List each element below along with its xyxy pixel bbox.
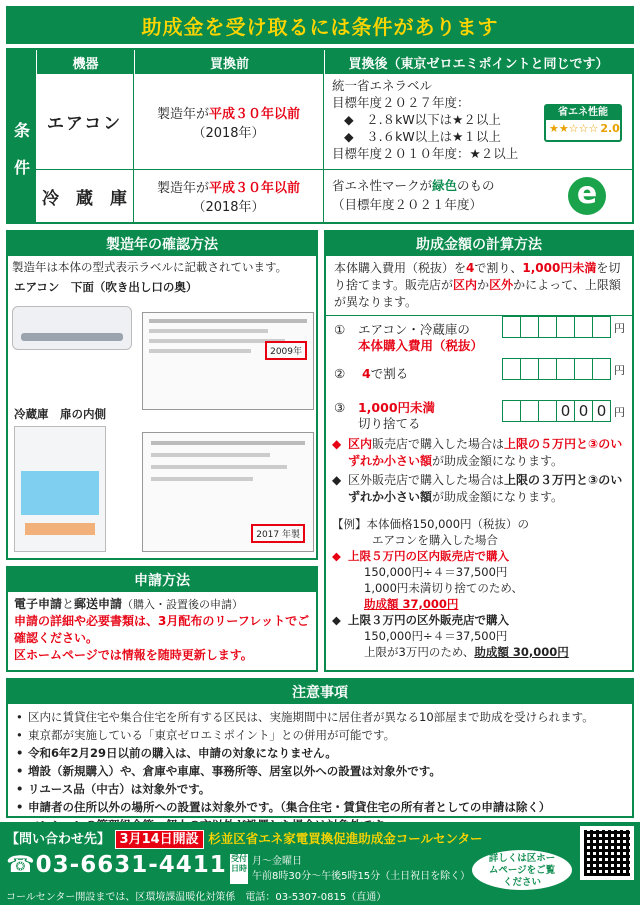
col-item-header: 機器 [36, 50, 134, 74]
eco-mark-icon: e [568, 177, 606, 215]
phone-number[interactable]: ☎03-6631-4411 [6, 852, 227, 878]
apply-update-notice: 区ホームページでは情報を随時更新します。 [14, 648, 253, 662]
confirm-desc: 製造年は本体の型式表示ラベルに記載されています。 [12, 260, 288, 274]
step-1: ① エアコン・冷蔵庫の 本体購入費用（税抜） [334, 322, 483, 353]
ac-spec-label-image: 2009年 [142, 312, 314, 410]
phone-icon: ☎ [6, 852, 36, 878]
fridge-spec-label-image: 2017 年製 [142, 432, 314, 552]
footer [0, 822, 640, 905]
energy-label-badge: 省エネ性能 ★★☆☆☆ 2.0 [544, 104, 622, 142]
note-item: • 申請者の住所以外の場所への設置は対象外です。（集合住宅・賃貸住宅の所有者としての申請は除く） [14, 798, 626, 816]
qr-code-icon[interactable] [580, 826, 634, 880]
apply-heading: 申請方法 [8, 568, 316, 592]
step-3: ③ 1,000円未満 切り捨てる [334, 400, 436, 431]
confirm-section [6, 230, 318, 560]
apply-section: 申請方法 電子申請と郵送申請（購入・設置後の申請） 申請の詳細や必要書類は、3月配布のリーフレットでご確認ください。 区ホームページでは情報を随時更新します。 [6, 566, 318, 672]
fridge-label-caption: 冷蔵庫 扉の内側 [14, 407, 106, 421]
page-title: 助成金を受け取るには条件があります [6, 6, 634, 44]
fridge-after: 省エネ性マークが緑色のもの （目標年度２０２１年度） e [324, 170, 632, 222]
fridge-before: 製造年が平成３０年以前 （2018年） [134, 170, 324, 222]
notes-section [6, 678, 634, 818]
col-before-header: 買換前 [134, 50, 324, 74]
ac-after: 統一省エネラベル 目標年度２０２７年度： ◆ ２.８kW以下は★２以上 ◆ ３.６kW以上は★１以上 目標年度２０１０年度：★２以上 省エネ性能 ★★☆☆☆ 2.0 [324, 74, 632, 170]
air-conditioner-illustration [12, 306, 132, 350]
note-item: • 東京都が実施している「東京ゼロエミポイント」との併用が可能です。 [14, 726, 626, 744]
notes-heading: 注意事項 [8, 680, 632, 704]
star-rating-icon: ★★☆☆☆ [549, 122, 599, 135]
fridge-illustration [14, 426, 106, 552]
calc-intro: 本体購入費用（税抜）を4で割り、1,000円未満を切り捨てます。販売店が区内か区外かによって、上限額が異なります。 [326, 256, 632, 316]
col-after-header: 買換後（東京ゼロエミポイントと同じです） [324, 50, 632, 74]
contact-label: 【問い合わせ先】 [6, 832, 111, 847]
calc-heading: 助成金額の計算方法 [326, 232, 632, 256]
hours-text: 月～金曜日 午前8時30分～午後5時15分（土日祝日を除く） [252, 856, 471, 882]
calc-section [324, 230, 634, 672]
calc-example: 【例】本体価格150,000円（税抜）の エアコンを購入した場合 ◆ 上限５万円の区内販売店で購入 150,000円÷４＝37,500円 1,000円未満切り捨てのため、 助成額 37,000円 ◆ 上限３万円の区外販売店で購入 150,000円÷４＝37,500円 上限が3万円のため、助成額 30,000円 [332, 517, 569, 659]
open-date-badge: 3月14日開設 [115, 830, 204, 849]
step-1-input-boxes: 円 [502, 316, 625, 338]
step-2-input-boxes: 円 [502, 358, 625, 380]
step-2: ② 4で割る [334, 366, 409, 381]
condition-side-label: 条 件 [8, 74, 36, 222]
homepage-bubble: 詳しくは区ホームページをご覧ください [472, 850, 572, 890]
call-center-name: 杉並区省エネ家電買換促進助成金コールセンター [208, 831, 483, 846]
fridge-name: 冷 蔵 庫 [36, 170, 134, 222]
note-item: • 区内に賃貸住宅や集合住宅を所有する区民は、実施期間中に居住者が異なる10部屋まで助成を受けられます。 [14, 708, 626, 726]
note-item: • 増設（新規購入）や、倉庫や車庫、事務所等、居室以外への設置は対象外です。 [14, 762, 626, 780]
calc-rules: ◆ 区内販売店で購入した場合は上限の５万円と③のいずれか小さい額が助成金額になります。 ◆ 区外販売店で購入した場合は上限の３万円と③のいずれか小さい額が助成金額になります。 [332, 437, 623, 504]
note-item: • 令和6年2月29日以前の購入は、申請の対象になりません。 [14, 744, 626, 762]
ac-before: 製造年が平成３０年以前 （2018年） [134, 74, 324, 170]
hours-label: 受付日時 [230, 854, 248, 884]
ac-name: エアコン [36, 74, 134, 170]
apply-details-notice: 申請の詳細や必要書類は、3月配布のリーフレットでご確認ください。 [14, 614, 310, 645]
confirm-heading: 製造年の確認方法 [8, 232, 316, 256]
step-3-input-boxes: 0 0 0 円 [502, 400, 625, 422]
ac-label-caption: エアコン 下面（吹き出し口の奥） [14, 280, 198, 294]
pre-open-contact: コールセンター開設までは、区環境課温暖化対策係 電話：03-5307-0815（直通） [6, 892, 387, 903]
note-item: • リユース品（中古）は対象外です。 [14, 780, 626, 798]
conditions-table [6, 48, 634, 224]
